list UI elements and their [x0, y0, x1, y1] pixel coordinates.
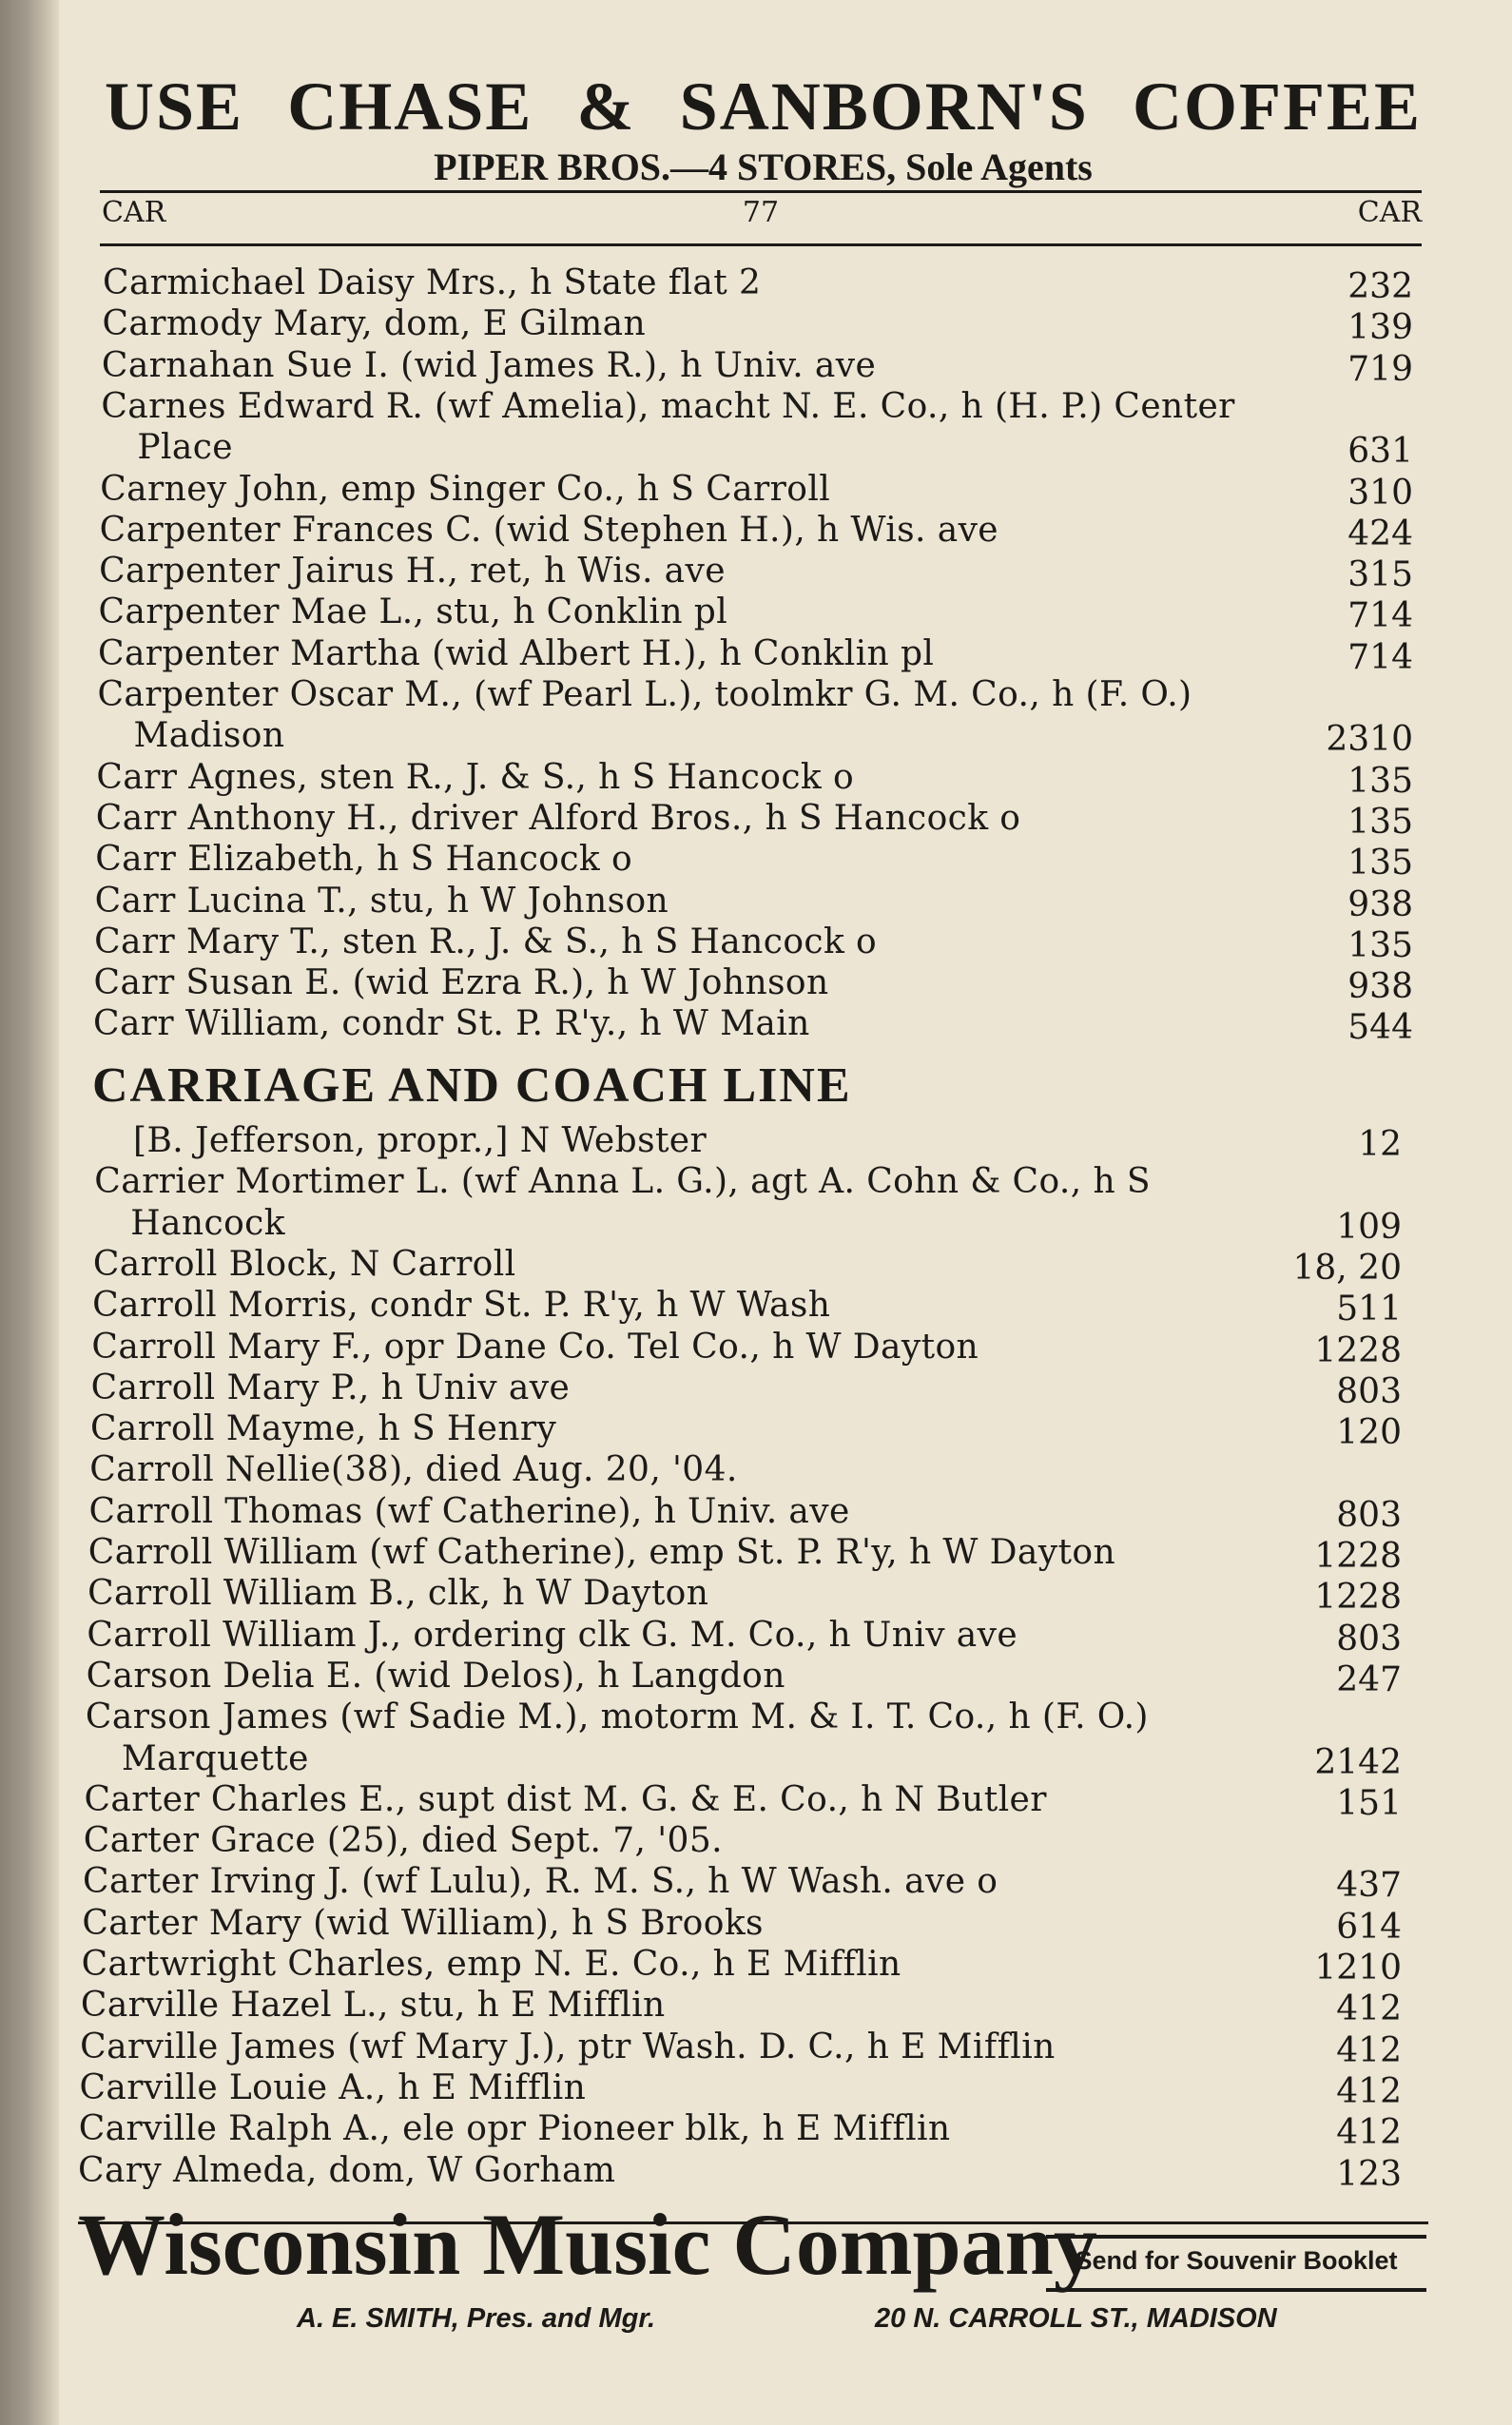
- entry-number: 938: [1347, 884, 1413, 924]
- entry-text: [B. Jefferson, propr.,] N Webster: [133, 1121, 708, 1160]
- entry-text: Carter Mary (wid William), h S Brooks: [82, 1903, 764, 1943]
- entry-text: Carville Hazel L., stu, h E Mifflin: [80, 1986, 666, 2026]
- entry-number: 151: [1336, 1783, 1402, 1823]
- entry-number: 12: [1358, 1125, 1402, 1164]
- entry-text: Carmichael Daisy Mrs., h State flat 2: [103, 263, 762, 302]
- entry-text: Carney John, emp Singer Co., h S Carroll: [100, 469, 831, 509]
- section-heading: CARRIAGE AND COACH LINE: [92, 1058, 852, 1113]
- entry-text: Carville Ralph A., ele opr Pioneer blk, h E Mifflin: [78, 2109, 951, 2149]
- entry-number: 310: [1347, 473, 1413, 513]
- coffee-ad-agents: PIPER BROS.—4 STORES, Sole Agents: [434, 146, 1093, 188]
- entry-number: 437: [1336, 1866, 1402, 1906]
- entry-text: Carmody Mary, dom, E Gilman: [102, 304, 647, 344]
- company-address: 20 N. CARROLL ST., MADISON: [875, 2303, 1277, 2334]
- entry-number: 247: [1336, 1659, 1402, 1699]
- entry-text: Carville Louie A., h E Mifflin: [79, 2067, 587, 2107]
- entry-continuation: Hancock: [130, 1203, 285, 1243]
- entry-text: Carnes Edward R. (wf Amelia), macht N. E. Co., h (H. P.) Center: [101, 386, 1235, 426]
- entry-number: 803: [1336, 1371, 1402, 1411]
- booklet-box: [1046, 2235, 1426, 2292]
- entry-number: 412: [1336, 2030, 1402, 2070]
- entry-text: Carroll Thomas (wf Catherine), h Univ. ave: [88, 1491, 850, 1531]
- entry-text: Carson James (wf Sadie M.), motorm M. & I. T. Co., h (F. O.): [85, 1698, 1149, 1737]
- entry-number: 2142: [1314, 1742, 1402, 1782]
- entry-number: 412: [1336, 2071, 1402, 2111]
- entry-number: 938: [1347, 967, 1413, 1007]
- entry-number: 544: [1347, 1008, 1413, 1048]
- entry-number: 232: [1347, 267, 1413, 306]
- entry-number: 135: [1347, 761, 1413, 801]
- entry-number: 109: [1336, 1207, 1402, 1247]
- entry-number: 123: [1336, 2154, 1402, 2194]
- entry-text: Carpenter Jairus H., ret, h Wis. ave: [99, 552, 726, 592]
- entry-text: Carroll William J., ordering clk G. M. Co., h Univ ave: [87, 1615, 1018, 1655]
- running-head-left: CAR: [102, 196, 166, 229]
- entry-text: Carroll William (wf Catherine), emp St. P. R'y, h W Dayton: [87, 1533, 1116, 1572]
- entry-number: 1228: [1314, 1578, 1402, 1618]
- entry-number: 714: [1347, 596, 1413, 636]
- entry-text: Carroll Mayme, h S Henry: [89, 1409, 557, 1449]
- entry-continuation: Marquette: [121, 1738, 309, 1778]
- ad-word: &: [576, 68, 636, 145]
- entry-number: 803: [1336, 1619, 1402, 1659]
- entry-text: Carr Mary T., sten R., J. & S., h S Hancock o: [94, 922, 878, 961]
- president-line: A. E. SMITH, Pres. and Mgr.: [297, 2303, 656, 2334]
- entry-number: 424: [1347, 514, 1413, 553]
- entry-text: Carr Elizabeth, h S Hancock o: [95, 840, 633, 880]
- entry-text: Carpenter Frances C. (wid Stephen H.), h Wis. ave: [99, 510, 999, 550]
- entry-text: Cartwright Charles, emp N. E. Co., h E Mifflin: [81, 1945, 901, 1984]
- entry-number: 719: [1347, 349, 1413, 389]
- entry-number: 511: [1336, 1290, 1402, 1329]
- entry-number: 2310: [1326, 720, 1413, 760]
- entry-text: Carter Irving J. (wf Lulu), R. M. S., h W Wash. ave o: [83, 1862, 998, 1902]
- entry-text: Carroll William B., clk, h W Dayton: [87, 1574, 709, 1614]
- entry-text: Carroll Mary P., h Univ ave: [90, 1368, 571, 1407]
- entry-number: 315: [1347, 555, 1413, 595]
- entry-text: Carpenter Martha (wid Albert H.), h Conklin pl: [98, 633, 935, 673]
- entry-number: 631: [1347, 432, 1413, 472]
- entry-text: Cary Almeda, dom, W Gorham: [78, 2150, 616, 2190]
- entry-number: 412: [1336, 1989, 1402, 2029]
- entry-text: Carr Agnes, sten R., J. & S., h S Hancock o: [96, 757, 855, 797]
- entry-text: Carrier Mortimer L. (wf Anna L. G.), agt A. Cohn & Co., h S: [94, 1162, 1151, 1202]
- entry-number: 714: [1347, 637, 1413, 677]
- entry-text: Carson Delia E. (wid Delos), h Langdon: [86, 1656, 785, 1696]
- entry-continuation: Madison: [133, 716, 285, 756]
- entry-continuation: Place: [137, 428, 233, 468]
- entry-text: Carnahan Sue I. (wid James R.), h Univ. ave: [101, 345, 877, 385]
- booklet-text: Send for Souvenir Booklet: [1075, 2246, 1398, 2275]
- entry-text: Carroll Mary F., opr Dane Co. Tel Co., h W Dayton: [91, 1327, 979, 1367]
- ad-word: USE: [105, 68, 244, 145]
- entry-text: Carroll Morris, condr St. P. R'y, h W Wash: [92, 1286, 831, 1326]
- entry-number: 412: [1336, 2113, 1402, 2153]
- ad-word: SANBORN'S: [679, 68, 1089, 145]
- entry-number: 135: [1347, 844, 1413, 883]
- entry-text: Carr William, condr St. P. R'y., h W Main: [93, 1004, 810, 1044]
- entry-number: 1210: [1314, 1949, 1402, 1988]
- music-company-advertisement: [78, 2196, 1428, 2334]
- entry-text: Carpenter Mae L., stu, h Conklin pl: [98, 592, 728, 632]
- entry-text: Carr Susan E. (wid Ezra R.), h W Johnson: [93, 963, 829, 1003]
- entry-number: 135: [1347, 925, 1413, 965]
- entry-text: Carroll Block, N Carroll: [92, 1244, 516, 1284]
- entry-number: 614: [1336, 1907, 1402, 1947]
- entry-number: 803: [1336, 1495, 1402, 1535]
- entry-text: Carpenter Oscar M., (wf Pearl L.), toolmkr G. M. Co., h (F. O.): [97, 675, 1192, 714]
- entry-text: Carr Anthony H., driver Alford Bros., h S Hancock o: [95, 798, 1021, 838]
- music-company-name: Wisconsin Music Company: [78, 2196, 1097, 2293]
- entry-number: 120: [1336, 1413, 1402, 1453]
- entry-text: Carville James (wf Mary J.), ptr Wash. D. C., h E Mifflin: [80, 2027, 1056, 2066]
- ad-word: CHASE: [287, 68, 533, 145]
- ad-word: COFFEE: [1132, 68, 1422, 145]
- entry-number: 139: [1347, 308, 1413, 348]
- entry-text: Carroll Nellie(38), died Aug. 20, '04.: [89, 1450, 738, 1490]
- entry-number: 135: [1347, 802, 1413, 842]
- running-head-right: CAR: [1357, 196, 1422, 229]
- entry-text: Carter Grace (25), died Sept. 7, '05.: [83, 1821, 723, 1861]
- entry-text: Carr Lucina T., stu, h W Johnson: [94, 881, 669, 921]
- entry-number: 1228: [1314, 1330, 1402, 1370]
- entry-text: Carter Charles E., supt dist M. G. & E. Co., h N Butler: [84, 1779, 1047, 1819]
- entry-number: 1228: [1314, 1537, 1402, 1576]
- entry-number: 18, 20: [1292, 1248, 1402, 1288]
- page-number: 77: [742, 196, 780, 229]
